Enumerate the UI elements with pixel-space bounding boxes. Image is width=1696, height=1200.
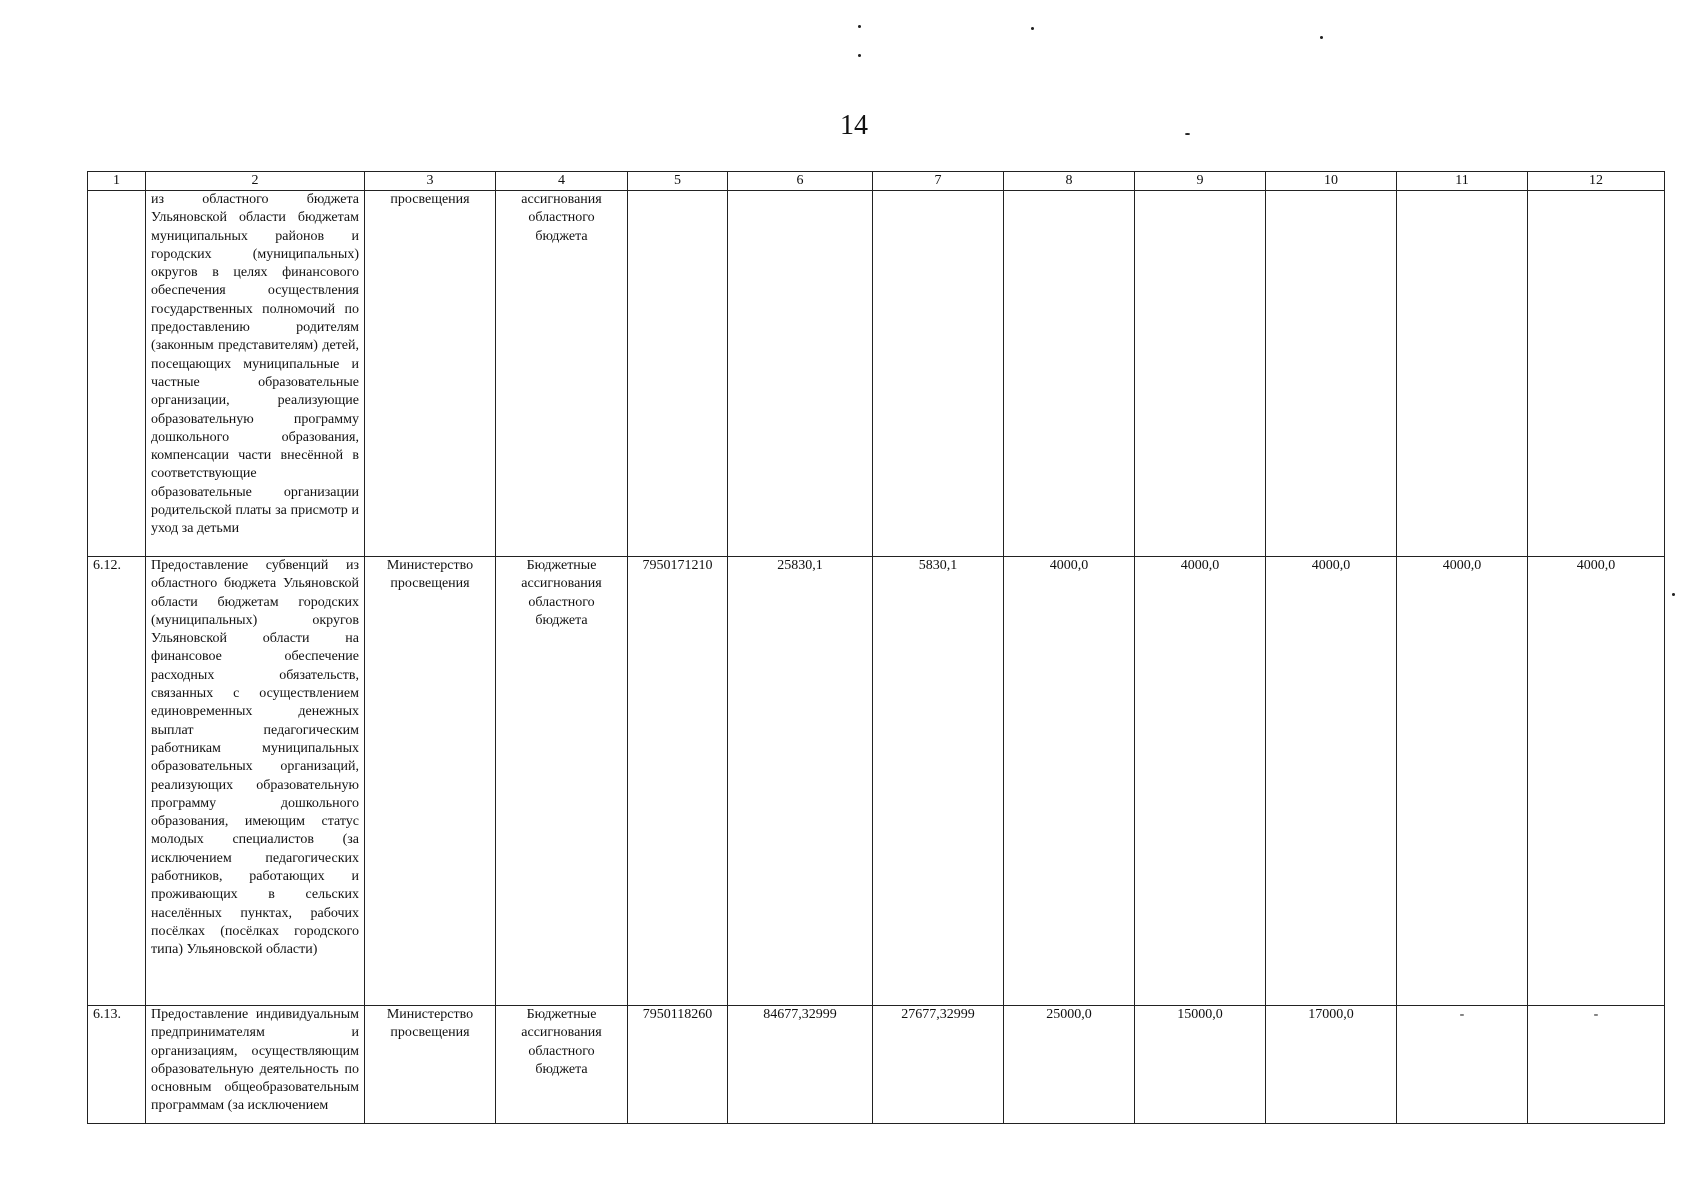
scan-speck bbox=[1672, 593, 1675, 596]
budget-table bbox=[87, 171, 1665, 1124]
row-year-4: 17000,0 bbox=[1266, 1006, 1397, 1124]
scan-speck bbox=[1185, 133, 1190, 135]
row-year-3: 4000,0 bbox=[1135, 557, 1266, 1006]
page-number: 14 bbox=[840, 110, 868, 141]
column-header: 10 bbox=[1266, 172, 1397, 191]
table-row bbox=[88, 557, 1665, 1006]
row-budget-code bbox=[628, 191, 728, 557]
scan-speck bbox=[858, 25, 861, 28]
row-description: Предоставление субвенций из областного бюджета Ульяновской области бюджетам городских (муниципальных) округов Ульяновской области на финансовое обеспечение расходных обязательств, связанных с осуществлением единовременных денежных выплат педагогическим работникам муниципальных образовательных организаций, реализующих образовательную программу дошкольного образования, имеющим статус молодых специалистов (за исключением педагогических работников, работающих и проживающих в сельских населённых пунктах, рабочих посёлках (посёлках городского типа) Ульяновской области) bbox=[146, 557, 365, 1006]
column-header: 8 bbox=[1004, 172, 1135, 191]
column-header: 7 bbox=[873, 172, 1004, 191]
row-year-6 bbox=[1528, 191, 1665, 557]
column-header: 3 bbox=[365, 172, 496, 191]
row-year-2: 4000,0 bbox=[1004, 557, 1135, 1006]
column-header: 9 bbox=[1135, 172, 1266, 191]
column-number-row bbox=[88, 172, 1665, 191]
scan-speck bbox=[858, 54, 861, 57]
row-year-4: 4000,0 bbox=[1266, 557, 1397, 1006]
row-year-3 bbox=[1135, 191, 1266, 557]
row-year-1: 5830,1 bbox=[873, 557, 1004, 1006]
row-year-1 bbox=[873, 191, 1004, 557]
row-number: 6.13. bbox=[88, 1006, 146, 1124]
row-year-4 bbox=[1266, 191, 1397, 557]
row-total bbox=[728, 191, 873, 557]
row-year-6: - bbox=[1528, 1006, 1665, 1124]
column-header: 5 bbox=[628, 172, 728, 191]
scan-speck bbox=[1031, 27, 1034, 30]
column-header: 4 bbox=[496, 172, 628, 191]
row-year-5 bbox=[1397, 191, 1528, 557]
scan-speck bbox=[1320, 36, 1323, 39]
row-funding-source: ассигнования областного бюджета bbox=[496, 191, 628, 557]
row-year-5: - bbox=[1397, 1006, 1528, 1124]
column-header: 11 bbox=[1397, 172, 1528, 191]
row-description: Предоставление индивидуальным предпринимателям и организациям, осуществляющим образовательную деятельность по основным общеобразовательным программам (за исключением bbox=[146, 1006, 365, 1124]
row-number: 6.12. bbox=[88, 557, 146, 1006]
column-header: 1 bbox=[88, 172, 146, 191]
column-header: 6 bbox=[728, 172, 873, 191]
row-year-6: 4000,0 bbox=[1528, 557, 1665, 1006]
row-funding-source: Бюджетные ассигнования областного бюджета bbox=[496, 557, 628, 1006]
table-row bbox=[88, 1006, 1665, 1124]
row-executor: просвещения bbox=[365, 191, 496, 557]
row-total: 84677,32999 bbox=[728, 1006, 873, 1124]
column-header: 12 bbox=[1528, 172, 1665, 191]
row-year-2 bbox=[1004, 191, 1135, 557]
row-executor: Министерство просвещения bbox=[365, 1006, 496, 1124]
row-number bbox=[88, 191, 146, 557]
row-description: из областного бюджета Ульяновской области бюджетам муниципальных районов и городских (муниципальных) округов в целях финансового обеспечения осуществления государственных полномочий по предоставлению родителям (законным представителям) детей, посещающих муниципальные и частные образовательные организации, реализующие образовательную программу дошкольного образования, компенсации части внесённой в соответствующие образовательные организации родительской платы за присмотр и уход за детьми bbox=[146, 191, 365, 557]
row-year-1: 27677,32999 bbox=[873, 1006, 1004, 1124]
row-budget-code: 7950171210 bbox=[628, 557, 728, 1006]
row-year-5: 4000,0 bbox=[1397, 557, 1528, 1006]
row-total: 25830,1 bbox=[728, 557, 873, 1006]
table-row bbox=[88, 191, 1665, 557]
row-year-2: 25000,0 bbox=[1004, 1006, 1135, 1124]
column-header: 2 bbox=[146, 172, 365, 191]
row-executor: Министерство просвещения bbox=[365, 557, 496, 1006]
row-year-3: 15000,0 bbox=[1135, 1006, 1266, 1124]
row-funding-source: Бюджетные ассигнования областного бюджета bbox=[496, 1006, 628, 1124]
row-budget-code: 7950118260 bbox=[628, 1006, 728, 1124]
